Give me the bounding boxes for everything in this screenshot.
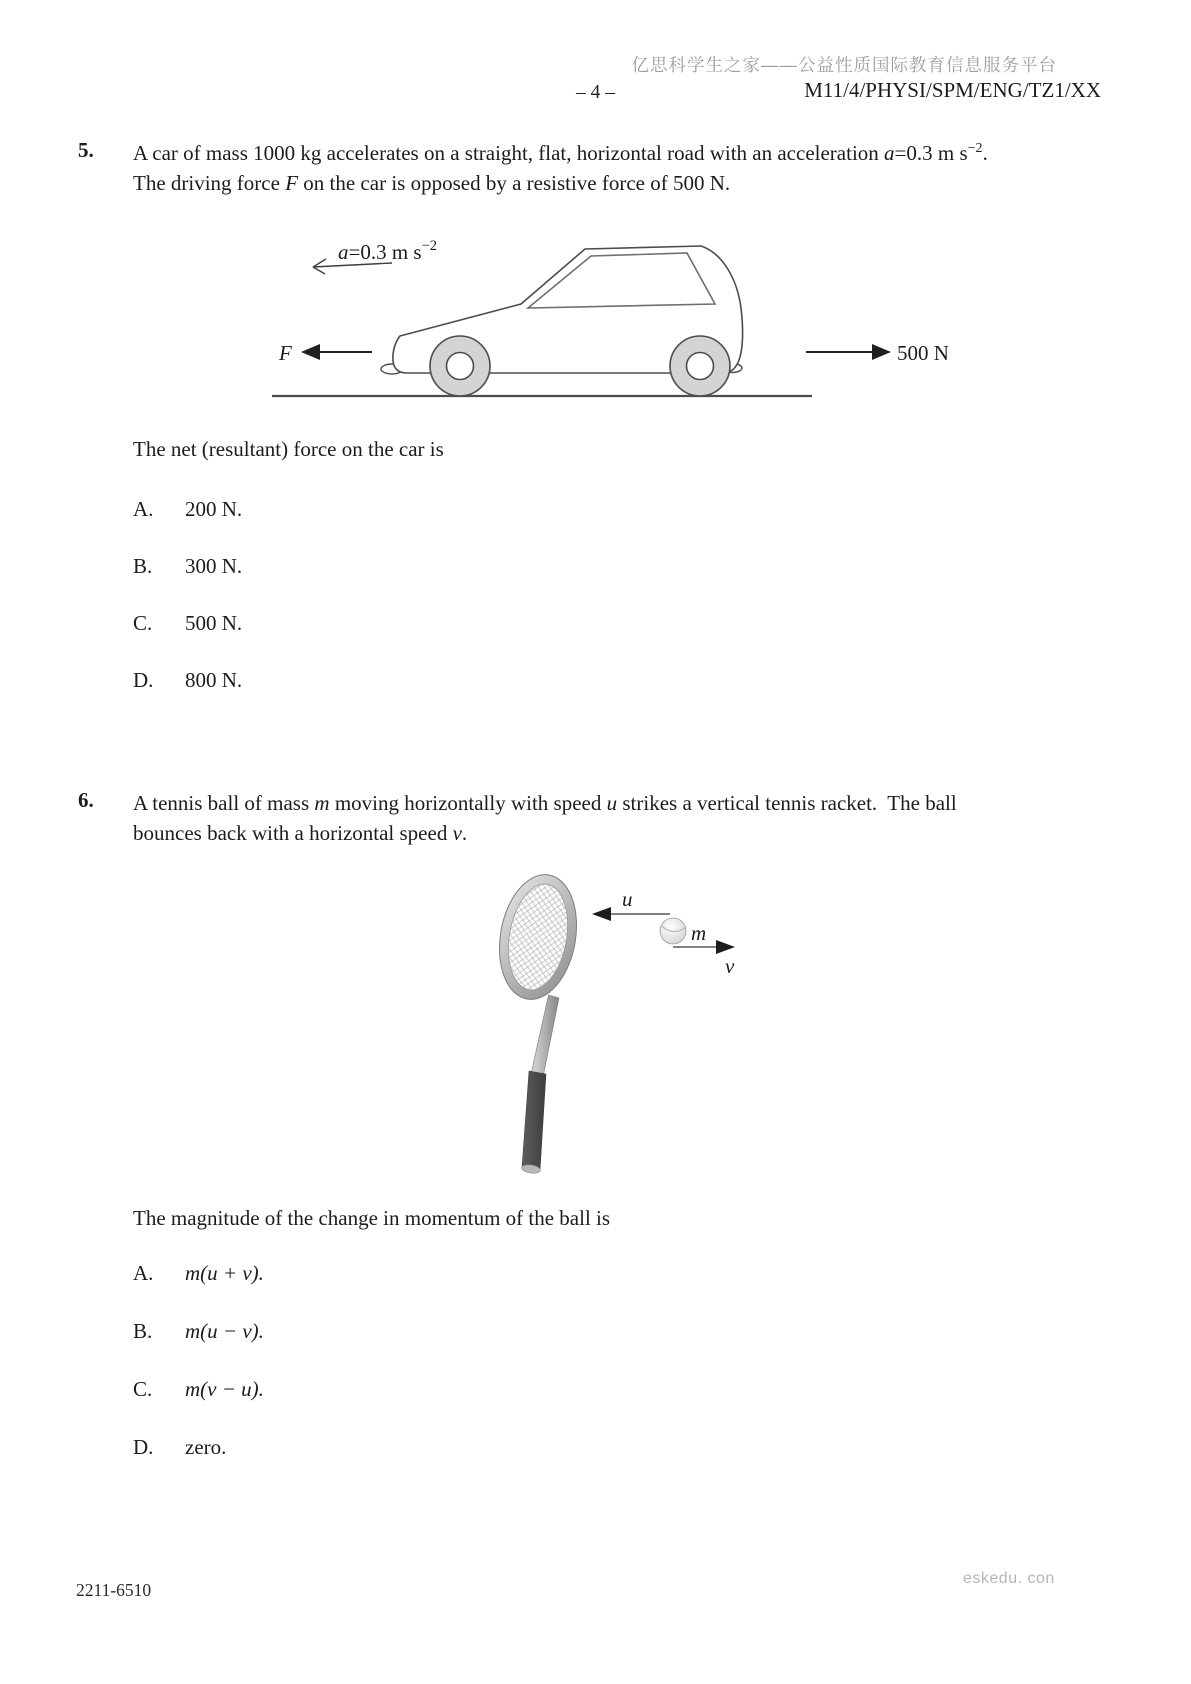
q6-stem-period: . bbox=[461, 821, 468, 845]
q5-prompt: The net (resultant) force on the car is bbox=[133, 437, 444, 461]
q6-option-a-letter: A. bbox=[133, 1261, 154, 1285]
rear-wheel-hub bbox=[687, 353, 714, 380]
q6-stem-line2 bbox=[133, 818, 957, 848]
car-illustration bbox=[381, 246, 743, 396]
q5-accel-exponent: −2 bbox=[967, 141, 983, 156]
q6-option-c-value: m(v − u). bbox=[185, 1377, 264, 1401]
q5-var-F: F bbox=[285, 171, 299, 195]
front-wheel-hub bbox=[447, 353, 474, 380]
q6-option-d bbox=[133, 1435, 226, 1460]
tennis-ball bbox=[660, 918, 686, 944]
speed-u-label: u bbox=[622, 887, 633, 911]
speed-v-arrowhead bbox=[716, 940, 735, 954]
document-code: 2211-6510 bbox=[76, 1580, 152, 1600]
q5-option-b-value: 300 N. bbox=[185, 554, 243, 578]
q5-stem-period: . bbox=[982, 141, 988, 165]
q6-var-m: m bbox=[314, 791, 330, 815]
mass-m-label: m bbox=[691, 921, 707, 945]
force-F-label: F bbox=[279, 341, 292, 365]
q5-option-a-letter: A. bbox=[133, 497, 154, 521]
car-force-diagram bbox=[250, 228, 970, 413]
q5-stem-text3: on the car is opposed by a resistive force of 500 N. bbox=[298, 171, 731, 195]
q6-stem-text2: moving horizontally with speed bbox=[329, 791, 607, 815]
q6-option-d-value: zero. bbox=[185, 1435, 227, 1459]
q5-option-b bbox=[133, 554, 242, 579]
q5-stem-line2 bbox=[133, 168, 988, 198]
speed-v-label: v bbox=[725, 954, 735, 978]
q5-option-a-value: 200 N. bbox=[185, 497, 243, 521]
q6-option-c bbox=[133, 1377, 264, 1402]
page-number: – 4 – bbox=[576, 82, 615, 103]
q5-stem-text2: The driving force bbox=[133, 171, 286, 195]
q6-option-c-letter: C. bbox=[133, 1377, 153, 1401]
accel-var: a bbox=[338, 240, 349, 264]
racket-grip bbox=[522, 1071, 546, 1171]
q5-var-a: a bbox=[884, 141, 895, 165]
q6-option-a-value: m(u + v). bbox=[185, 1261, 264, 1285]
q5-option-d bbox=[133, 668, 242, 693]
speed-u-arrowhead bbox=[592, 907, 611, 921]
q6-option-a bbox=[133, 1261, 264, 1286]
q5-stem-text: A car of mass 1000 kg accelerates on a straight, flat, horizontal road with an acceleration bbox=[133, 141, 885, 165]
resistive-force-arrowhead bbox=[872, 344, 891, 360]
paper-code: M11/4/PHYSI/SPM/ENG/TZ1/XX bbox=[804, 78, 1101, 102]
acceleration-label bbox=[338, 238, 437, 264]
q6-stem-line1 bbox=[133, 788, 957, 818]
tennis-racket bbox=[490, 868, 586, 1174]
question-5-number: 5. bbox=[78, 138, 94, 162]
q5-option-d-letter: D. bbox=[133, 668, 154, 692]
q5-option-a bbox=[133, 497, 242, 522]
resistive-force-label: 500 N bbox=[897, 341, 949, 365]
q5-stem-accel: =0.3 m s bbox=[894, 141, 968, 165]
q6-stem-text4: bounces back with a horizontal speed bbox=[133, 821, 453, 845]
q6-option-d-letter: D. bbox=[133, 1435, 154, 1459]
q5-option-c-letter: C. bbox=[133, 611, 153, 635]
question-6-number: 6. bbox=[78, 788, 94, 812]
accel-value: =0.3 m s bbox=[348, 240, 422, 264]
question-5-stem bbox=[133, 138, 988, 198]
header-watermark: 亿思科学生之家——公益性质国际教育信息服务平台 bbox=[631, 55, 1057, 75]
q6-option-b-value: m(u − v). bbox=[185, 1319, 264, 1343]
q6-stem-text3: strikes a vertical tennis racket. The ball bbox=[617, 791, 957, 815]
site-watermark: eskedu. con bbox=[963, 1570, 1055, 1587]
q5-option-c bbox=[133, 611, 242, 636]
q6-option-b bbox=[133, 1319, 264, 1344]
q6-var-u: u bbox=[606, 791, 618, 815]
force-F-arrowhead bbox=[301, 344, 320, 360]
racket-head bbox=[490, 868, 586, 1005]
racket-shaft bbox=[531, 995, 559, 1077]
q5-option-b-letter: B. bbox=[133, 554, 153, 578]
q6-var-v: v bbox=[452, 821, 462, 845]
q6-prompt: The magnitude of the change in momentum of the ball is bbox=[133, 1206, 611, 1230]
accel-exponent: −2 bbox=[421, 238, 438, 254]
q5-option-d-value: 800 N. bbox=[185, 668, 243, 692]
question-6-stem bbox=[133, 788, 957, 848]
q5-option-c-value: 500 N. bbox=[185, 611, 243, 635]
tennis-racket-diagram bbox=[440, 855, 770, 1180]
q6-option-b-letter: B. bbox=[133, 1319, 153, 1343]
q6-stem-text: A tennis ball of mass bbox=[133, 791, 315, 815]
q5-stem-line1 bbox=[133, 138, 988, 168]
